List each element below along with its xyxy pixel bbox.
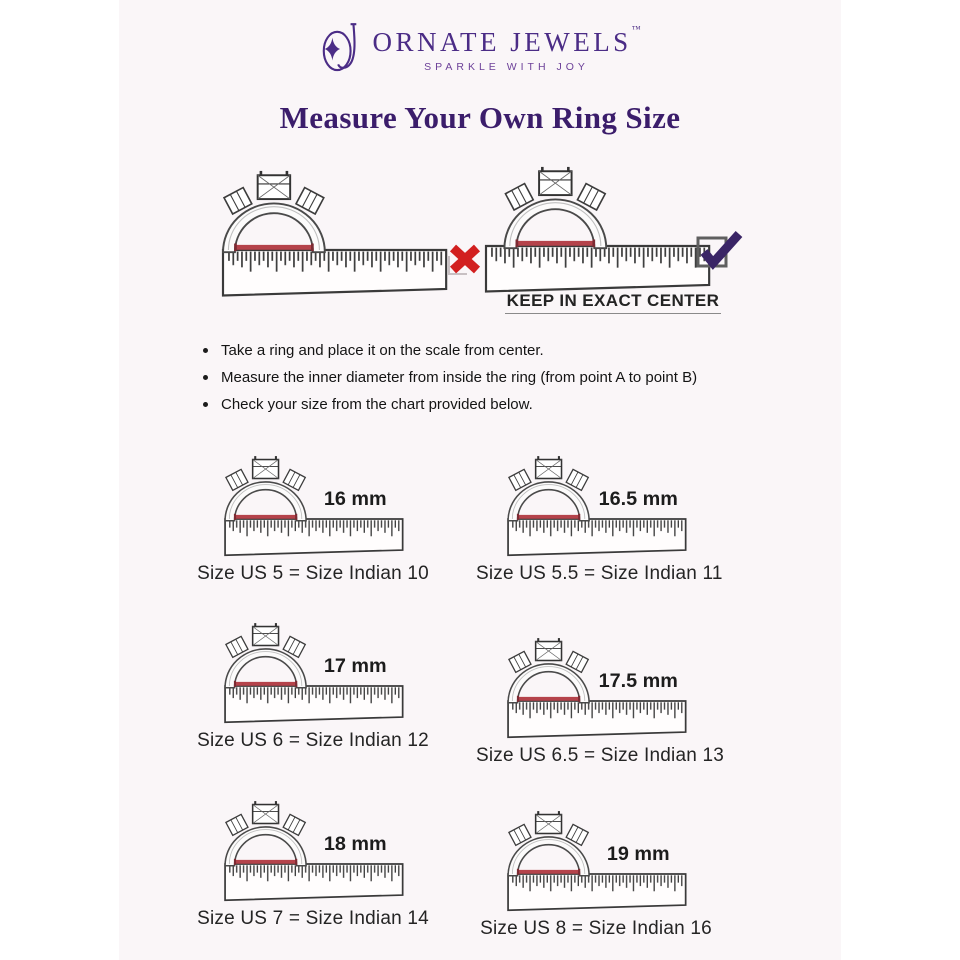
size-caption: Size US 5 = Size Indian 10 [197,563,429,584]
bullet-icon [203,348,208,353]
brand-text-block [372,24,641,73]
size-chart-item [476,801,716,940]
header [119,22,841,78]
mm-label: 17 mm [323,655,387,678]
instruction-text: Check your size from the chart provided below. [221,396,533,413]
mm-label: 18 mm [323,833,387,856]
infographic-page [119,0,841,960]
mm-label: 19 mm [606,843,670,866]
ring-ruler-diagram [213,791,413,906]
ring-ruler-diagram [213,613,413,728]
size-caption: Size US 6 = Size Indian 12 [197,730,429,751]
mm-label: 17.5 mm [598,670,678,693]
ring-ruler-diagram [496,628,696,743]
size-chart-item [193,446,433,585]
brand-name-text: ORNATE JEWELS [372,27,632,57]
instructions-list [203,342,697,423]
size-caption: Size US 7 = Size Indian 14 [197,908,429,929]
size-chart-item [476,628,724,767]
mm-label: 16.5 mm [598,488,678,511]
bullet-icon [203,402,208,407]
ring-ruler-diagram [213,446,413,561]
bullet-icon [203,375,208,380]
correct-checkbox-icon [695,228,743,272]
size-chart-item [476,446,723,585]
brand-logo-row [119,22,841,78]
size-chart-item [193,791,433,930]
keep-in-exact-center-caption [499,291,727,314]
instruction-item [203,369,697,386]
instruction-item [203,396,697,413]
brand-tagline: SPARKLE WITH JOY [424,61,589,73]
instruction-item [203,342,697,359]
keep-center-text: KEEP IN EXACT CENTER [505,291,722,314]
size-caption: Size US 6.5 = Size Indian 13 [476,745,724,766]
size-chart-item [193,613,433,752]
trademark-symbol: ™ [631,24,641,34]
instruction-text: Measure the inner diameter from inside the ring (from point A to point B) [221,369,698,386]
instruction-text: Take a ring and place it on the scale from center. [221,342,544,359]
brand-wordmark [372,24,641,58]
correct-placement-diagram [477,155,729,298]
page-title: Measure Your Own Ring Size [279,100,681,135]
size-caption: Size US 8 = Size Indian 16 [480,918,712,939]
size-caption: Size US 5.5 = Size Indian 11 [476,563,723,584]
ring-ruler-diagram [496,446,696,561]
mm-label: 16 mm [323,488,387,511]
wrong-placement-diagram [214,159,466,302]
ornate-jewels-logo-icon [319,22,363,78]
ring-ruler-diagram [496,801,696,916]
